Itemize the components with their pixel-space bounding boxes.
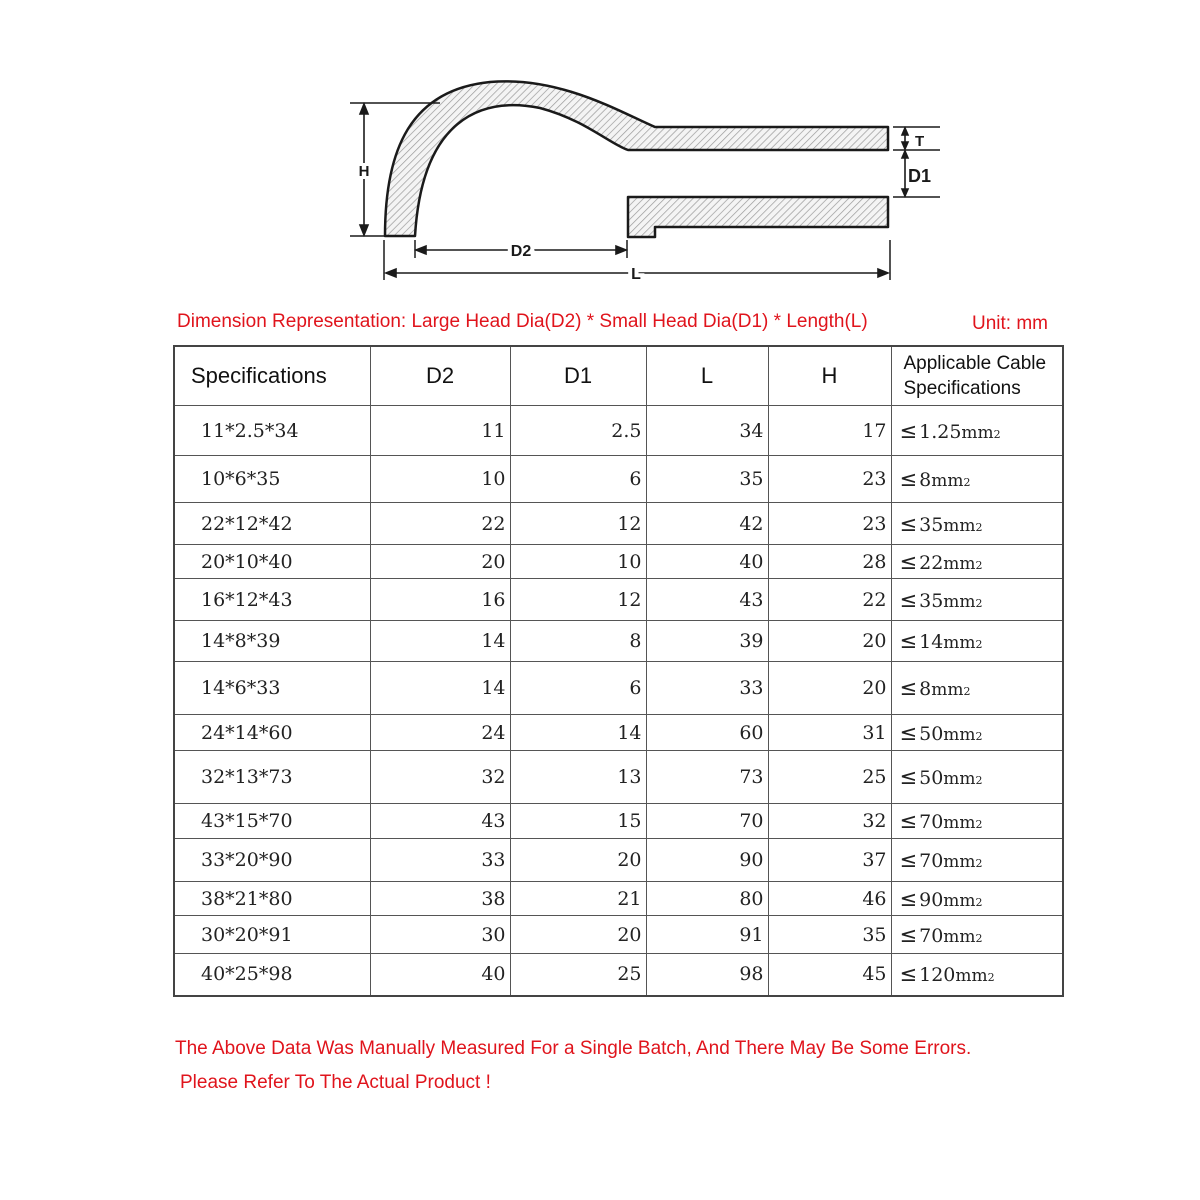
cable-unit-superscript: 2 [975,818,983,831]
cable-unit: mm [943,813,976,833]
cell-spec: 32*13*73 [174,751,370,804]
cell-d2: 11 [370,406,510,456]
cell-l: 39 [646,621,768,662]
header-applicable-cable [891,346,1063,406]
cable-spec-value [900,962,995,986]
less-equal-symbol: ≤ [899,809,918,833]
cell-l: 33 [646,662,768,715]
cell-spec: 33*20*90 [174,839,370,882]
cable-value: 1.25 [919,420,962,443]
less-equal-symbol: ≤ [899,549,918,574]
less-equal-symbol: ≤ [899,467,918,491]
cell-applicable-cable [891,751,1063,804]
label-d2: D2 [510,243,532,260]
dimension-t [902,128,908,149]
cell-l: 42 [646,503,768,545]
table-row [174,715,1063,751]
cable-value: 70 [919,924,944,947]
cell-h: 23 [768,456,891,503]
table-header-row [174,346,1063,406]
table-row [174,406,1063,456]
table-row [174,579,1063,621]
cable-value: 50 [919,722,944,745]
cable-spec-value [900,467,971,491]
table-row [174,503,1063,545]
cell-d1: 6 [510,456,646,503]
cell-l: 90 [646,839,768,882]
cable-spec-value [900,512,983,536]
cable-unit-superscript: 2 [975,895,983,909]
cell-d2: 10 [370,456,510,503]
cell-d1: 25 [510,954,646,996]
table-body [174,406,1063,996]
cell-d1: 8 [510,621,646,662]
cell-applicable-cable [891,662,1063,715]
cell-applicable-cable [891,804,1063,839]
cell-l: 35 [646,456,768,503]
cable-unit: mm [931,680,964,700]
cell-spec: 11*2.5*34 [174,406,370,456]
cable-value: 8 [919,469,932,491]
cable-unit-superscript: 2 [975,520,983,534]
cell-d2: 38 [370,882,510,916]
cable-unit-superscript: 2 [987,971,995,985]
cable-unit-superscript: 2 [975,729,983,743]
header-d1: D1 [510,346,646,406]
cell-applicable-cable [891,839,1063,882]
cable-spec-value [900,809,983,833]
cell-d1: 20 [510,839,646,882]
cell-l: 43 [646,579,768,621]
cell-l: 80 [646,882,768,916]
cable-spec-value [900,923,983,947]
cell-d1: 14 [510,715,646,751]
cell-d2: 14 [370,662,510,715]
cable-spec-value [900,848,983,872]
cell-d2: 24 [370,715,510,751]
cable-unit: mm [943,926,976,947]
less-equal-symbol: ≤ [899,765,918,789]
label-l: L [631,266,641,283]
cable-value: 14 [919,631,944,653]
cell-applicable-cable [891,715,1063,751]
cable-value: 8 [919,678,932,700]
cable-unit-superscript: 2 [975,774,983,787]
cell-d1: 6 [510,662,646,715]
cable-unit: mm [961,422,994,443]
specifications-table [173,345,1064,997]
cable-unit: mm [943,769,976,789]
less-equal-symbol: ≤ [899,418,918,443]
cable-spec-value [900,550,983,574]
table-row [174,839,1063,882]
cable-unit-superscript: 2 [963,476,971,489]
label-t: T [915,133,925,150]
cable-unit: mm [955,966,988,987]
cell-spec: 10*6*35 [174,456,370,503]
cable-spec-value [900,629,983,653]
cell-applicable-cable [891,579,1063,621]
cell-applicable-cable [891,621,1063,662]
cable-unit: mm [943,591,976,612]
cable-unit-superscript: 2 [975,558,983,572]
dimension-caption: Dimension Representation: Large Head Dia(D2) * Small Head Dia(D1) * Length(L) [177,311,868,332]
cell-applicable-cable [891,456,1063,503]
less-equal-symbol: ≤ [899,676,918,700]
cable-value: 70 [919,811,944,833]
cell-d2: 14 [370,621,510,662]
cable-unit-superscript: 2 [963,685,971,698]
cable-unit: mm [943,852,976,872]
cell-h: 17 [768,406,891,456]
cell-d1: 2.5 [510,406,646,456]
cell-applicable-cable [891,545,1063,579]
table-row [174,662,1063,715]
cable-unit-superscript: 2 [975,596,983,610]
label-d1: D1 [908,166,932,186]
header-d2: D2 [370,346,510,406]
terminal-cover-dimension-diagram [0,0,1200,300]
less-equal-symbol: ≤ [899,962,918,987]
cable-spec-value [900,887,983,911]
cell-l: 60 [646,715,768,751]
less-equal-symbol: ≤ [899,511,918,536]
cell-h: 25 [768,751,891,804]
cable-spec-value [900,721,983,745]
cell-l: 70 [646,804,768,839]
cell-h: 23 [768,503,891,545]
cell-d2: 32 [370,751,510,804]
cable-unit-superscript: 2 [975,931,983,945]
cell-d2: 22 [370,503,510,545]
cell-l: 98 [646,954,768,996]
cable-spec-value [900,765,983,789]
cell-spec: 20*10*40 [174,545,370,579]
refer-note: Please Refer To The Actual Product ! [180,1072,491,1093]
cable-value: 50 [919,767,944,789]
cell-d2: 30 [370,916,510,954]
cell-h: 20 [768,621,891,662]
cell-d2: 33 [370,839,510,882]
cell-spec: 16*12*43 [174,579,370,621]
cell-l: 34 [646,406,768,456]
cell-h: 45 [768,954,891,996]
header-cable-line2: Specifications [903,378,1021,399]
cell-h: 20 [768,662,891,715]
header-l: L [646,346,768,406]
cable-unit: mm [943,724,976,745]
table-row [174,916,1063,954]
cell-spec: 30*20*91 [174,916,370,954]
cell-h: 28 [768,545,891,579]
cell-applicable-cable [891,503,1063,545]
cell-d1: 20 [510,916,646,954]
cell-h: 32 [768,804,891,839]
cell-d2: 43 [370,804,510,839]
cell-l: 73 [646,751,768,804]
table-row [174,882,1063,916]
cable-unit-superscript: 2 [975,857,983,870]
cable-value: 22 [919,551,944,574]
cell-spec: 22*12*42 [174,503,370,545]
cell-d1: 13 [510,751,646,804]
less-equal-symbol: ≤ [899,629,918,653]
cable-unit-superscript: 2 [993,427,1001,441]
cable-value: 35 [919,589,944,612]
cell-spec: 40*25*98 [174,954,370,996]
cell-h: 31 [768,715,891,751]
cell-applicable-cable [891,882,1063,916]
cable-spec-value [900,676,971,700]
cell-h: 22 [768,579,891,621]
cell-spec: 14*6*33 [174,662,370,715]
cell-l: 91 [646,916,768,954]
cell-d1: 15 [510,804,646,839]
cell-spec: 24*14*60 [174,715,370,751]
cable-value: 120 [919,964,956,987]
cell-d1: 21 [510,882,646,916]
table-row [174,804,1063,839]
cable-unit: mm [943,890,976,911]
less-equal-symbol: ≤ [899,587,918,612]
header-cable-line1: Applicable Cable [903,353,1047,374]
cell-d1: 12 [510,503,646,545]
cable-spec-value [900,588,983,612]
measurement-note: The Above Data Was Manually Measured For a Single Batch, And There May Be Some Errors. [175,1038,972,1059]
table-row [174,954,1063,996]
cable-unit-superscript: 2 [975,638,983,651]
less-equal-symbol: ≤ [899,720,918,745]
cable-unit: mm [943,633,976,653]
cell-applicable-cable [891,916,1063,954]
cell-spec: 14*8*39 [174,621,370,662]
cell-l: 40 [646,545,768,579]
table-row [174,545,1063,579]
unit-caption: Unit: mm [972,313,1048,334]
cell-d1: 12 [510,579,646,621]
cell-spec: 43*15*70 [174,804,370,839]
label-h: H [358,163,370,180]
cable-value: 90 [919,888,944,911]
header-h: H [768,346,891,406]
header-specifications: Specifications [174,346,370,406]
cable-spec-value [900,419,1001,443]
cable-unit: mm [943,553,976,574]
cable-unit: mm [943,515,976,536]
cell-d2: 40 [370,954,510,996]
cable-unit: mm [931,471,964,491]
cover-lower-wall [628,197,888,237]
cell-h: 35 [768,916,891,954]
cell-applicable-cable [891,406,1063,456]
less-equal-symbol: ≤ [899,922,918,947]
cell-spec: 38*21*80 [174,882,370,916]
cell-h: 37 [768,839,891,882]
table-row [174,456,1063,503]
table-row [174,621,1063,662]
cable-value: 70 [919,850,944,872]
cable-value: 35 [919,513,944,536]
cell-d2: 16 [370,579,510,621]
cell-h: 46 [768,882,891,916]
cell-d1: 10 [510,545,646,579]
less-equal-symbol: ≤ [899,848,918,872]
cell-d2: 20 [370,545,510,579]
cell-applicable-cable [891,954,1063,996]
less-equal-symbol: ≤ [899,886,918,911]
table-row [174,751,1063,804]
